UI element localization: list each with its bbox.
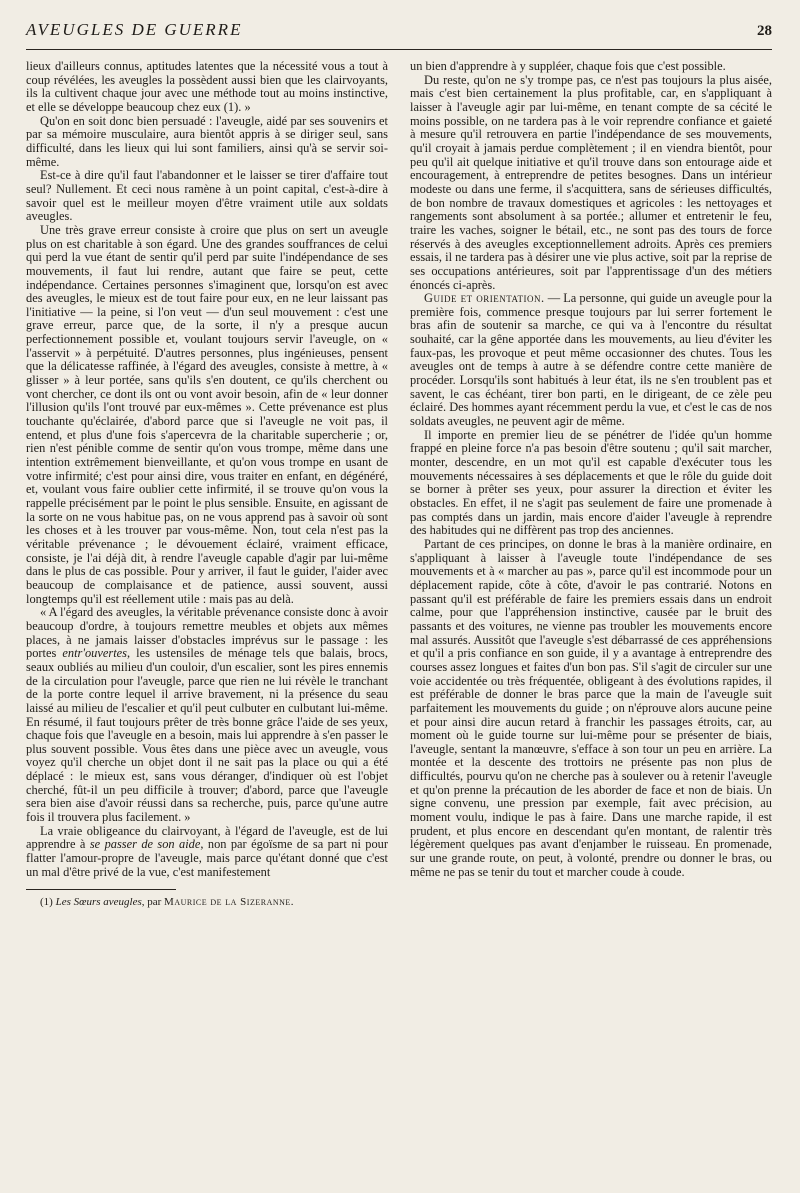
paragraph: lieux d'ailleurs connus, aptitudes latentes que la nécessité vous a tout à coup révélées, les aveugles la possèdent aussi bien que les clairvoyants, ils la cultivent chaque jour avec une méthode tout au moins instinctive, et elle se développe beaucoup chez eux (1). » — [26, 60, 388, 114]
footnote-author: Maurice de la Sizeranne. — [164, 896, 295, 909]
paragraph: Du reste, qu'on ne s'y trompe pas, ce n'est pas toujours la plus aisée, mais c'est bien certainement la plus profitable, car, en s'appliquant à laisser à l'aveugle agir par lui-même, en tenant compte de sa cécité le moins possible, on ne tardera pas à le voir reprendre confiance et gaieté à mesure qu'il retrouvera en partie l'indépendance de ses mouvements, qu'il croyait à jamais perdue complètement ; il en viendra bientôt, pour peu qu'il ait quelque initiative et qu'il trouve dans son entourage aide et encouragement, à entreprendre de petites besognes. Dans un intérieur modeste ou dans une ferme, il s'acquittera, sans de sérieuses difficultés, de bon nombre de travaux domestiques et agricoles : les nettoyages et rangements sont absolument à sa portée.; allumer et entretenir le feu, traire les vaches, soigner le bétail, etc., ne sont pas des tours de force réservés à des aveugles exceptionnellement adroits. Après ces premiers essais, il ne tardera pas à désirer une vie plus active, soit par la reprise de ses occupations antérieures, soit par l'apprentissage d'un des métiers énoncés ci-après. — [410, 72, 772, 292]
header-rule — [26, 49, 772, 50]
footnote-rule — [26, 889, 176, 890]
paragraph: Qu'on en soit donc bien persuadé : l'aveugle, aidé par ses souvenirs et par sa mémoire musculaire, aura bientôt appris à se diriger seul, sans difficulté, dans les lieux qui lui sont familiers, ainsi qu'à se servir soi-même. — [26, 113, 388, 169]
section-heading: Guide et orientation. — [424, 291, 545, 306]
paragraph: Partant de ces principes, on donne le bras à la manière ordinaire, en s'appliquant à laisser à l'aveugle toute l'indépendance de ses mouvements et à « marcher au pas », parce qu'il est incommode pour un déplacement rapide, côte à côte, d'avoir le pas contrarié. Notons en passant qu'il est préférable de faire les premiers essais dans un endroit calme, pour que l'appréhension instinctive, causée par le bruit des passants et des voitures, ne vienne pas troubler les mouvements encore mal assurés. Aussitôt que l'aveugle s'est débarrassé de ces appréhensions et qu'il a pris confiance en son guide, il y a avantage à entreprendre des courses assez longues et faites d'un bon pas. S'il s'agit de circuler sur une voie accidentée ou très fréquentée, obligeant à des évolutions rapides, il est préférable de donner le bras parce que la main de l'aveugle suit parfaitement les mouvements du guide ; on n'éprouve alors aucune peine et pour ainsi dire aucun retard à franchir les passages étroits, car, au moment où le guide tourne sur lui-même pour se présenter de biais, l'aveugle, sentant la manœuvre, s'efface à son tour un peu en arrière. La montée et la descente des trottoirs ne présente pas non plus de difficultés, pourvu qu'on ne cherche pas à soulever ou à retenir l'aveugle et qu'on prenne la précaution de les aborder de face et non de biais. Un signe convenu, une pression par exemple, fait avec précision, au moment voulu, indique le pas à faire. Dans une marche rapide, il est prudent, et plus encore en descendant qu'en montant, de ralentir très légèrement quelques pas avant d'enjamber le ruisseau. En promenade, sur une grande route, on peut, à volonté, prendre ou donner le bras, ou même ne pas se tenir du tout et marcher coude à coude. — [410, 536, 772, 879]
italic-text: se passer de son aide — [89, 837, 201, 852]
text-columns — [26, 60, 772, 1175]
footnote-number: (1) — [40, 896, 56, 909]
paragraph: un bien d'apprendre à y suppléer, chaque fois que c'est possible. — [410, 60, 726, 73]
italic-text: entr'ouvertes — [62, 646, 127, 661]
paragraph: Une très grave erreur consiste à croire que plus on sert un aveugle plus on est charitable à son égard. Une des grandes souffrances de celui qui perd la vue étant de sentir qu'il perd par suite l'indépendance de ses mouvements, il faut lui rendre, autant que faire se peut, cette indépendance. Certaines personnes s'imaginent que, lorsqu'on est avec des aveugles, le mieux est de tout faire pour eux, en ne leur laissant pas l'initiative — la peine, si l'on veut — d'un seul mouvement : c'est une grave erreur, parce que, de la sorte, il n'y a presque aucun perfectionnement possible et, voulant toujours servir l'aveugle, on « l'asservit » à perpétuité. D'autres personnes, plus ingénieuses, pensent que la délicatesse raffinée, à l'égard des aveugles, consiste à mettre, à « glisser » à leur portée, sans qu'ils s'en doutent, ce qu'ils cherchent ou vont chercher, ce dont ils ont ou vont avoir besoin, afin de « leur donner l'illusion qu'ils l'ont trouvé par eux-mêmes ». Cette prévenance est plus touchante qu'éclairée, d'abord parce que si l'aveugle ne voit pas, il entend, et plus d'une fois s'apercevra de la charitable supercherie ; or, rien n'est pénible comme de sentir qu'on vous trompe, même dans une intention extrêmement bienveillante, et qu'on vous trompe en usant de votre infirmité; c'est pour ainsi dire, vous traiter en enfant, en dégénéré, et, voulant vous faire oublier cette infirmité, il se trouve qu'on vous la rappelle précisément par le point le plus sensible. Ensuite, en agissant de la sorte on ne vous habitue pas, on ne vous apprend pas à savoir où sont les choses et à les trouver par vous-même. Non, tout cela n'est pas la véritable prévenance ; le dévouement éclairé, vraiment efficace, consiste, je l'ai déjà dit, à rendre l'aveugle capable d'agir par lui-même dans le plus de cas possible. Pour y arriver, il faut le guider, l'aider avec beaucoup de complaisance et de patience, aussi souvent, aussi longtemps qu'il est réellement utile : mais pas au delà. — [26, 222, 388, 606]
paragraph: Il importe en premier lieu de se pénétrer de l'idée qu'un homme frappé en pleine force n'a pas besoin d'être soutenu ; qu'il sait marcher, monter, descendre, en un mot qu'il est capable d'exécuter tous les mouvements nécessaires à ses déplacements et que le rôle du guide doit se borner à prêter ses yeux, pour assurer la direction et éviter les obstacles. En effet, il ne s'agit pas seulement de faire une promenade à pas comptés dans un jardin, mais encore d'aider l'aveugle à reprendre des habitudes qui ne diffèrent pas trop des anciennes. — [410, 427, 772, 538]
paragraph — [410, 292, 772, 429]
text-run: La vraie obligeance du clairvoyant, à l'égard de l'aveugle, est de lui apprendre à — [26, 823, 388, 852]
page-header — [26, 20, 772, 46]
running-title: AVEUGLES DE GUERRE — [26, 20, 243, 39]
footnote-by: , par — [141, 896, 165, 909]
right-column — [410, 60, 772, 1175]
text-run: , non par égoïsme de sa part ni pour flatter l'amour-propre de l'aveugle, mais parce qu'étant donné que c'est un mal d'être privé de la vue, c'est manifestement — [26, 837, 388, 879]
footnote-title: Les Sœurs aveugles — [55, 896, 142, 909]
text-run: — La personne, qui guide un aveugle pour la première fois, commence presque toujours par lui serrer fortement le bras afin de soutenir sa marche, ce qui va à l'encontre du résultat souhaité, car la gêne apportée dans les mouvements, au lieu d'éviter les faux-pas, les provoque et peut même occasionner des chutes. Tous les aveugles ont de temps à autre à se défendre contre cette manière de procéder. Lorsqu'ils sont habitués à leur état, ils ne s'en troublent pas et savent, le cas échéant, tirer bon parti, en le dirigeant, de ce zèle peu éclairé. Des hommes ayant récemment perdu la vue, et c'est le cas de nos soldats aveugles, ne peuvent agir de même. — [410, 291, 772, 429]
paragraph — [26, 606, 388, 825]
paragraph — [26, 825, 388, 880]
text-run: « A l'égard des aveugles, la véritable prévenance consiste donc à avoir beaucoup d'ordre, à toujours remettre meubles et objets aux mêmes places, à ne jamais laisser d'obstacles imprévus sur le passage : les portes — [26, 605, 388, 661]
page-number: 28 — [757, 23, 772, 39]
footnote — [26, 896, 388, 909]
left-column — [26, 60, 388, 1175]
paragraph: Est-ce à dire qu'il faut l'abandonner et le laisser se tirer d'affaire tout seul? Nullement. Et ceci nous ramène à un point capital, c'est-à-dire à savoir quel est le meilleur moyen d'être vraiment utile aux soldats aveugles. — [26, 168, 388, 224]
text-run: , les ustensiles de ménage tels que balais, brocs, seaux oubliés au milieu d'un couloir, d'un escalier, sont les pires ennemis de la circulation pour l'aveugle, parce que rien ne lui révèle le tranchant de la porte contre lequel il arrive bravement, ni la présence du seau laissé au milieu de l'escalier et qu'il peut culbuter en culbutant lui-même. En résumé, il faut toujours prêter de très bonne grâce l'aide de ses yeux, chaque fois que l'aveugle en a besoin, mais lui apprendre à s'en passer le plus souvent possible. Vous êtes dans une pièce avec un aveugle, vous voyez qu'il cherche un objet dont il ne sait pas la place ou qui a été déplacé : le mieux est, sans vous déranger, d'indiquer où est l'objet cherché, fût-il un peu difficile à trouver; d'abord, parce que l'aveugle sera bien aise d'avoir réussi dans sa recherche, puis, parce qu'une autre fois il trouvera plus facilement. » — [26, 646, 388, 825]
